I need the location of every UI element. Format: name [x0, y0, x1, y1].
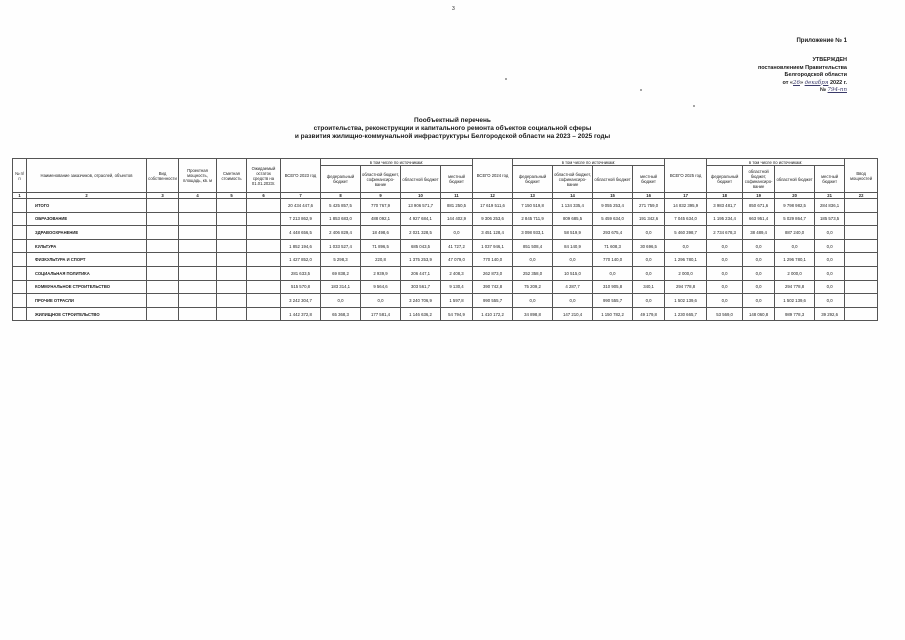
- row-value-cell: 3 451 128,4: [473, 226, 513, 240]
- row-value-cell: 2 000,0: [775, 266, 815, 280]
- approval-number: № 794-пп: [819, 87, 847, 93]
- row-value-cell: [845, 212, 878, 226]
- row-value-cell: 0,0: [775, 239, 815, 253]
- row-value-cell: 0,0: [633, 226, 665, 240]
- row-value-cell: 281 633,5: [281, 266, 321, 280]
- col-total-2023: ВСЕГО 2023 год: [281, 159, 321, 193]
- row-remainder-cell: [247, 212, 281, 226]
- column-number: 3: [147, 193, 179, 199]
- row-name-cell: КОММУНАЛЬНОЕ СТРОИТЕЛЬСТВО: [27, 280, 147, 294]
- page-number: 3: [452, 6, 455, 12]
- column-number: 4: [179, 193, 217, 199]
- row-value-cell: 71 608,3: [593, 239, 633, 253]
- column-number: 7: [281, 193, 321, 199]
- row-value-cell: 294 778,8: [775, 280, 815, 294]
- column-number: 9: [361, 193, 401, 199]
- row-value-cell: 144 402,9: [441, 212, 473, 226]
- col-commissioning: Ввод мощностей: [845, 159, 878, 193]
- column-number: 14: [553, 193, 593, 199]
- column-number: 10: [401, 193, 441, 199]
- column-number: 2: [27, 193, 147, 199]
- table-row: [13, 294, 878, 308]
- column-number: 22: [845, 193, 878, 199]
- row-cost-cell: [217, 307, 247, 321]
- row-value-cell: 9 306 253,6: [473, 212, 513, 226]
- row-value-cell: 206 447,1: [401, 266, 441, 280]
- row-capacity-cell: [179, 239, 217, 253]
- title-line3: и развития жилищно-коммунальной инфраструктуры Белгородской области на 2023 – 2025 годы: [294, 133, 611, 140]
- table-body: [13, 199, 878, 321]
- row-name-cell: ЗДРАВООХРАНЕНИЕ: [27, 226, 147, 240]
- row-value-cell: 147 210,4: [553, 307, 593, 321]
- row-remainder-cell: [247, 294, 281, 308]
- row-ownership-cell: [147, 212, 179, 226]
- approval-line1: УТВЕРЖДЕН: [812, 57, 847, 63]
- col-total-2024: ВСЕГО 2024 год: [473, 159, 513, 193]
- row-name-cell: КУЛЬТУРА: [27, 239, 147, 253]
- row-ownership-cell: [147, 294, 179, 308]
- row-capacity-cell: [179, 212, 217, 226]
- col-remainder: Ожидаемый остаток средств на 01.01.2023г.: [247, 159, 281, 193]
- row-num-cell: [13, 280, 27, 294]
- row-value-cell: 0,0: [633, 294, 665, 308]
- row-remainder-cell: [247, 239, 281, 253]
- col-federal-2023: федеральный бюджет: [321, 166, 361, 193]
- row-value-cell: 0,0: [815, 294, 845, 308]
- row-value-cell: 17 619 511,6: [473, 199, 513, 213]
- row-value-cell: 1 375 253,9: [401, 253, 441, 267]
- row-num-cell: [13, 199, 27, 213]
- row-value-cell: 1 134 335,4: [553, 199, 593, 213]
- row-value-cell: 303 561,7: [401, 280, 441, 294]
- col-regional-2023: областной бюджет: [401, 166, 441, 193]
- row-value-cell: 293 675,4: [593, 226, 633, 240]
- row-num-cell: [13, 266, 27, 280]
- row-value-cell: 2 408,3: [441, 266, 473, 280]
- row-value-cell: 881 250,5: [441, 199, 473, 213]
- column-number: 20: [775, 193, 815, 199]
- row-cost-cell: [217, 239, 247, 253]
- col-federal-2024: федеральный бюджет: [513, 166, 553, 193]
- row-value-cell: 0,0: [665, 239, 707, 253]
- row-value-cell: 14 832 395,9: [665, 199, 707, 213]
- row-cost-cell: [217, 294, 247, 308]
- row-value-cell: 38 489,4: [743, 226, 775, 240]
- row-value-cell: 1 597,8: [441, 294, 473, 308]
- row-value-cell: 148 060,8: [743, 307, 775, 321]
- row-remainder-cell: [247, 266, 281, 280]
- row-ownership-cell: [147, 266, 179, 280]
- row-value-cell: 7 213 862,9: [281, 212, 321, 226]
- table-row: [13, 212, 878, 226]
- row-value-cell: 69 838,2: [321, 266, 361, 280]
- col-regional-cofin-2023: областной бюджет, софинансиро- вание: [361, 166, 401, 193]
- table-row: [13, 199, 878, 213]
- approval-line3: Белгородской области: [784, 72, 847, 78]
- row-value-cell: 7 045 634,0: [665, 212, 707, 226]
- row-value-cell: 2 021 328,5: [401, 226, 441, 240]
- table-row: [13, 239, 878, 253]
- col-local-2023: местный бюджет: [441, 166, 473, 193]
- column-number: 18: [707, 193, 743, 199]
- row-value-cell: 0,0: [513, 253, 553, 267]
- row-value-cell: 887 240,0: [775, 226, 815, 240]
- row-value-cell: 65 368,3: [321, 307, 361, 321]
- row-num-cell: [13, 253, 27, 267]
- row-value-cell: 809 685,5: [553, 212, 593, 226]
- title-line1: Пообъектный перечень: [414, 117, 491, 124]
- column-number: 13: [513, 193, 553, 199]
- approval-year: 2022 г.: [829, 79, 847, 86]
- row-capacity-cell: [179, 294, 217, 308]
- row-value-cell: 34 898,8: [513, 307, 553, 321]
- row-value-cell: 0,0: [815, 253, 845, 267]
- row-value-cell: [845, 239, 878, 253]
- row-value-cell: [845, 280, 878, 294]
- row-ownership-cell: [147, 226, 179, 240]
- row-cost-cell: [217, 199, 247, 213]
- row-cost-cell: [217, 266, 247, 280]
- row-num-cell: [13, 307, 27, 321]
- col-num: № п/п: [13, 159, 27, 193]
- col-name: Наименование заказчиков, отраслей, объектов: [27, 159, 147, 193]
- row-value-cell: 1 296 780,1: [665, 253, 707, 267]
- approval-line2: постановлением Правительства: [757, 64, 847, 71]
- row-value-cell: 18 498,6: [361, 226, 401, 240]
- row-value-cell: 0,0: [361, 294, 401, 308]
- table-row: [13, 280, 878, 294]
- row-value-cell: 3 098 933,1: [513, 226, 553, 240]
- row-ownership-cell: [147, 280, 179, 294]
- row-value-cell: 515 570,8: [281, 280, 321, 294]
- row-value-cell: 1 230 665,7: [665, 307, 707, 321]
- scan-speck: [693, 105, 695, 107]
- col-regional-2025: областной бюджет: [775, 166, 815, 193]
- row-value-cell: [845, 294, 878, 308]
- row-value-cell: 0,0: [743, 253, 775, 267]
- row-value-cell: 1 033 527,4: [321, 239, 361, 253]
- column-number: 1: [13, 193, 27, 199]
- row-value-cell: 10 515,0: [553, 266, 593, 280]
- row-value-cell: 770 140,0: [593, 253, 633, 267]
- row-value-cell: 20 434 447,6: [281, 199, 321, 213]
- row-value-cell: 1 852 194,6: [281, 239, 321, 253]
- row-value-cell: 0,0: [743, 280, 775, 294]
- row-value-cell: 770 140,0: [473, 253, 513, 267]
- approval-number-value: 794-пп: [827, 87, 847, 93]
- row-remainder-cell: [247, 307, 281, 321]
- row-value-cell: 5 425 857,5: [321, 199, 361, 213]
- row-value-cell: 3 240 706,9: [401, 294, 441, 308]
- row-value-cell: 2 734 678,3: [707, 226, 743, 240]
- row-value-cell: 1 502 139,6: [665, 294, 707, 308]
- row-value-cell: 41 727,2: [441, 239, 473, 253]
- column-number: 16: [633, 193, 665, 199]
- row-value-cell: 5 029 864,7: [775, 212, 815, 226]
- row-value-cell: 0,0: [815, 280, 845, 294]
- row-value-cell: 310 905,8: [593, 280, 633, 294]
- row-value-cell: 1 442 372,8: [281, 307, 321, 321]
- row-cost-cell: [217, 253, 247, 267]
- row-value-cell: 4 287,7: [553, 280, 593, 294]
- row-value-cell: 9 798 982,5: [775, 199, 815, 213]
- row-capacity-cell: [179, 253, 217, 267]
- row-remainder-cell: [247, 253, 281, 267]
- column-number: 5: [217, 193, 247, 199]
- row-value-cell: 5 459 634,0: [593, 212, 633, 226]
- row-value-cell: 284 836,1: [815, 199, 845, 213]
- row-value-cell: 0,0: [321, 294, 361, 308]
- col-capacity: Проектная мощность, площадь, кв. м: [179, 159, 217, 193]
- row-value-cell: 4 448 656,5: [281, 226, 321, 240]
- row-value-cell: 2 000,0: [665, 266, 707, 280]
- row-value-cell: 47 079,0: [441, 253, 473, 267]
- row-value-cell: 58 519,9: [553, 226, 593, 240]
- row-value-cell: 84 140,9: [553, 239, 593, 253]
- row-ownership-cell: [147, 253, 179, 267]
- row-value-cell: 271 759,0: [633, 199, 665, 213]
- row-value-cell: 2 406 829,4: [321, 226, 361, 240]
- row-capacity-cell: [179, 307, 217, 321]
- col-total-2025: ВСЕГО 2025 год: [665, 159, 707, 193]
- column-number: 21: [815, 193, 845, 199]
- row-value-cell: 13 906 571,7: [401, 199, 441, 213]
- approval-day: 26: [793, 79, 800, 86]
- row-value-cell: 1 037 946,1: [473, 239, 513, 253]
- row-num-cell: [13, 212, 27, 226]
- row-num-cell: [13, 226, 27, 240]
- row-value-cell: 1 427 852,0: [281, 253, 321, 267]
- row-value-cell: 0,0: [441, 226, 473, 240]
- column-number: 6: [247, 193, 281, 199]
- row-value-cell: 0,0: [743, 239, 775, 253]
- row-ownership-cell: [147, 239, 179, 253]
- row-value-cell: 9 055 253,4: [593, 199, 633, 213]
- row-cost-cell: [217, 280, 247, 294]
- row-value-cell: 294 778,8: [665, 280, 707, 294]
- row-num-cell: [13, 239, 27, 253]
- row-name-cell: ОБРАЗОВАНИЕ: [27, 212, 147, 226]
- row-value-cell: 3 983 481,7: [707, 199, 743, 213]
- row-name-cell: СОЦИАЛЬНАЯ ПОЛИТИКА: [27, 266, 147, 280]
- row-value-cell: 0,0: [513, 294, 553, 308]
- scan-speck: [505, 78, 507, 80]
- row-value-cell: 0,0: [633, 266, 665, 280]
- objects-table: [12, 158, 878, 321]
- row-value-cell: [845, 266, 878, 280]
- row-value-cell: 990 555,7: [473, 294, 513, 308]
- row-value-cell: 0,0: [815, 226, 845, 240]
- row-value-cell: 0,0: [815, 266, 845, 280]
- column-number: 12: [473, 193, 513, 199]
- row-name-cell: ПРОЧИЕ ОТРАСЛИ: [27, 294, 147, 308]
- col-local-2024: местный бюджет: [633, 166, 665, 193]
- row-value-cell: 220,8: [361, 253, 401, 267]
- row-value-cell: 1 150 782,2: [593, 307, 633, 321]
- row-remainder-cell: [247, 226, 281, 240]
- row-value-cell: 0,0: [707, 294, 743, 308]
- sources-2024: в том числе по источникам:: [513, 159, 665, 166]
- row-value-cell: 2 845 711,9: [513, 212, 553, 226]
- row-value-cell: 177 581,4: [361, 307, 401, 321]
- row-value-cell: 5 460 398,7: [665, 226, 707, 240]
- row-value-cell: [845, 253, 878, 267]
- row-name-cell: ФИЗКУЛЬТУРА И СПОРТ: [27, 253, 147, 267]
- row-value-cell: 2 939,9: [361, 266, 401, 280]
- table-row: [13, 253, 878, 267]
- col-local-2025: местный бюджет: [815, 166, 845, 193]
- row-value-cell: 53 569,0: [707, 307, 743, 321]
- column-number: 11: [441, 193, 473, 199]
- row-remainder-cell: [247, 199, 281, 213]
- row-value-cell: 851 508,4: [513, 239, 553, 253]
- approval-stamp: [677, 57, 847, 95]
- row-value-cell: 0,0: [707, 280, 743, 294]
- row-value-cell: 1 410 172,2: [473, 307, 513, 321]
- column-number: 19: [743, 193, 775, 199]
- row-capacity-cell: [179, 226, 217, 240]
- scan-speck: [640, 89, 642, 91]
- column-number: 15: [593, 193, 633, 199]
- sources-2025: в том числе по источникам:: [707, 159, 845, 166]
- row-value-cell: [845, 307, 878, 321]
- title-line2: строительства, реконструкции и капитального ремонта объектов социальной сферы: [313, 125, 592, 132]
- row-value-cell: 770 767,9: [361, 199, 401, 213]
- row-value-cell: 685 043,5: [401, 239, 441, 253]
- row-value-cell: 71 896,5: [361, 239, 401, 253]
- row-capacity-cell: [179, 199, 217, 213]
- row-value-cell: 191 342,6: [633, 212, 665, 226]
- row-value-cell: 390 742,8: [473, 280, 513, 294]
- row-value-cell: 0,0: [553, 253, 593, 267]
- row-value-cell: 1 146 636,2: [401, 307, 441, 321]
- row-value-cell: 7 150 519,8: [513, 199, 553, 213]
- row-value-cell: 9 564,6: [361, 280, 401, 294]
- row-value-cell: 185 573,5: [815, 212, 845, 226]
- row-value-cell: 49 179,8: [633, 307, 665, 321]
- row-value-cell: 4 927 684,1: [401, 212, 441, 226]
- approval-date: от «26» декабря 2022 г.: [782, 79, 847, 86]
- row-value-cell: 0,0: [707, 239, 743, 253]
- appendix-label: Приложение № 1: [796, 38, 847, 44]
- row-value-cell: 0,0: [743, 266, 775, 280]
- table-row: [13, 266, 878, 280]
- table-row: [13, 307, 878, 321]
- row-value-cell: 663 951,4: [743, 212, 775, 226]
- row-name-cell: ИТОГО: [27, 199, 147, 213]
- row-cost-cell: [217, 212, 247, 226]
- row-value-cell: 30 696,5: [633, 239, 665, 253]
- document-title: [0, 117, 905, 141]
- col-regional-2024: областной бюджет: [593, 166, 633, 193]
- row-value-cell: 1 502 139,6: [775, 294, 815, 308]
- row-value-cell: 1 853 683,0: [321, 212, 361, 226]
- row-value-cell: 0,0: [707, 266, 743, 280]
- col-federal-2025: федеральный бюджет: [707, 166, 743, 193]
- column-number: 17: [665, 193, 707, 199]
- col-regional-cofin-2025: областной бюджет, софинансиро- вание: [743, 166, 775, 193]
- row-value-cell: 5 298,3: [321, 253, 361, 267]
- row-remainder-cell: [247, 280, 281, 294]
- approval-month: декабря: [804, 79, 829, 86]
- row-value-cell: 183 314,1: [321, 280, 361, 294]
- row-value-cell: 0,0: [815, 239, 845, 253]
- row-value-cell: 989 778,3: [775, 307, 815, 321]
- table-row: [13, 226, 878, 240]
- row-value-cell: 3 242 304,7: [281, 294, 321, 308]
- row-value-cell: 0,0: [553, 294, 593, 308]
- row-ownership-cell: [147, 199, 179, 213]
- row-value-cell: 850 671,6: [743, 199, 775, 213]
- row-cost-cell: [217, 226, 247, 240]
- row-value-cell: 488 092,1: [361, 212, 401, 226]
- col-ownership: Вид собственности: [147, 159, 179, 193]
- row-value-cell: [845, 226, 878, 240]
- row-name-cell: ЖИЛИЩНОЕ СТРОИТЕЛЬСТВО: [27, 307, 147, 321]
- row-value-cell: 252 358,0: [513, 266, 553, 280]
- row-value-cell: 75 209,2: [513, 280, 553, 294]
- row-value-cell: 340,1: [633, 280, 665, 294]
- row-value-cell: 1 296 780,1: [775, 253, 815, 267]
- row-value-cell: 0,0: [593, 266, 633, 280]
- col-cost: Сметная стоимость: [217, 159, 247, 193]
- sources-2023: в том числе по источникам:: [321, 159, 473, 166]
- row-value-cell: 39 292,6: [815, 307, 845, 321]
- row-value-cell: 9 130,4: [441, 280, 473, 294]
- column-number: 8: [321, 193, 361, 199]
- row-capacity-cell: [179, 280, 217, 294]
- row-value-cell: 0,0: [633, 253, 665, 267]
- row-value-cell: 0,0: [707, 253, 743, 267]
- row-value-cell: 0,0: [743, 294, 775, 308]
- row-capacity-cell: [179, 266, 217, 280]
- row-num-cell: [13, 294, 27, 308]
- row-ownership-cell: [147, 307, 179, 321]
- row-value-cell: 990 555,7: [593, 294, 633, 308]
- row-value-cell: 54 794,9: [441, 307, 473, 321]
- row-value-cell: 262 873,0: [473, 266, 513, 280]
- row-value-cell: 1 195 234,4: [707, 212, 743, 226]
- row-value-cell: [845, 199, 878, 213]
- col-regional-cofin-2024: областной бюджет, софинансиро- вание: [553, 166, 593, 193]
